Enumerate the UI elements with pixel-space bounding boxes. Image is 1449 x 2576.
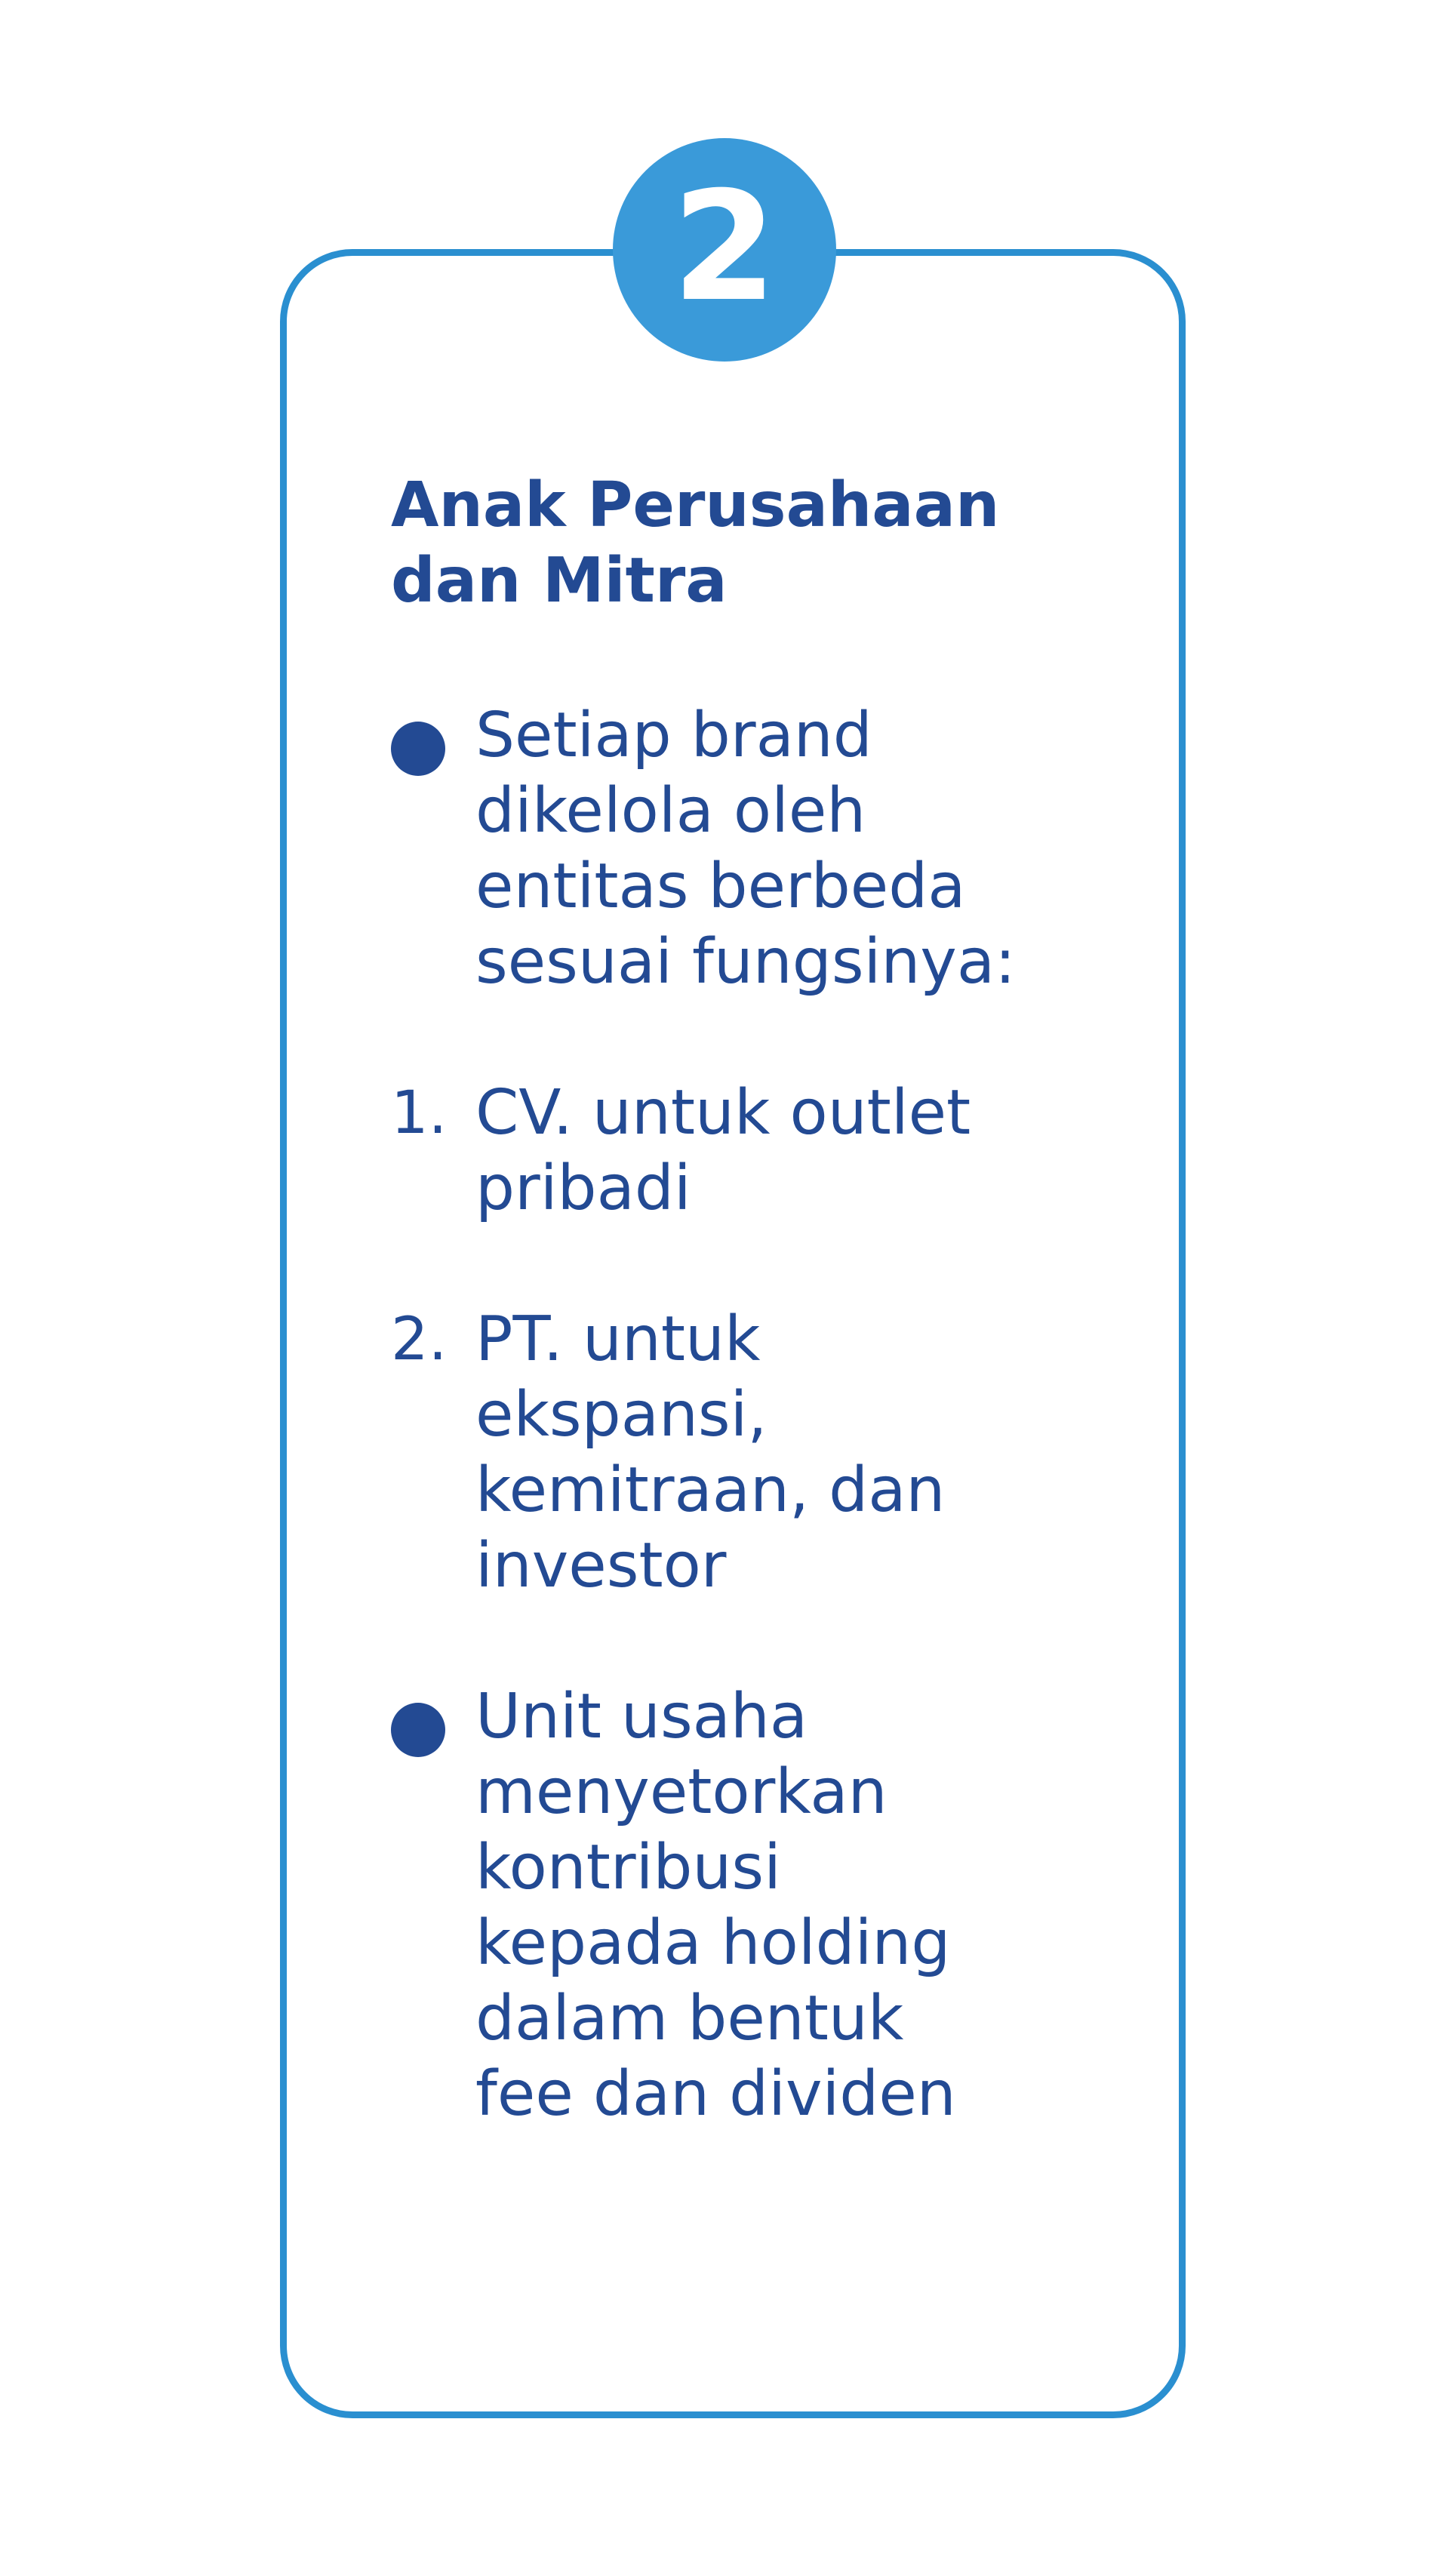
bullet-dot — [391, 722, 445, 776]
list-item-text: CV. untuk outlet pribadi — [475, 1077, 971, 1224]
card-title: Anak Perusahaan dan Mitra — [391, 469, 1000, 617]
list-item-text: Setiap brand dikelola oleh entitas berbeda sesuai fungsinya: — [475, 700, 1016, 998]
bullet-dot — [391, 1703, 445, 1757]
list-item-text: PT. untuk ekspansi, kemitraan, dan investor — [475, 1303, 946, 1602]
step-number: 2 — [672, 159, 777, 335]
list-number: 1. — [391, 1079, 448, 1147]
list-number: 2. — [391, 1306, 448, 1374]
list-item-text: Unit usaha menyetorkan kontribusi kepada holding dalam bentuk fee dan dividen — [475, 1681, 956, 2130]
step-badge — [613, 138, 836, 362]
